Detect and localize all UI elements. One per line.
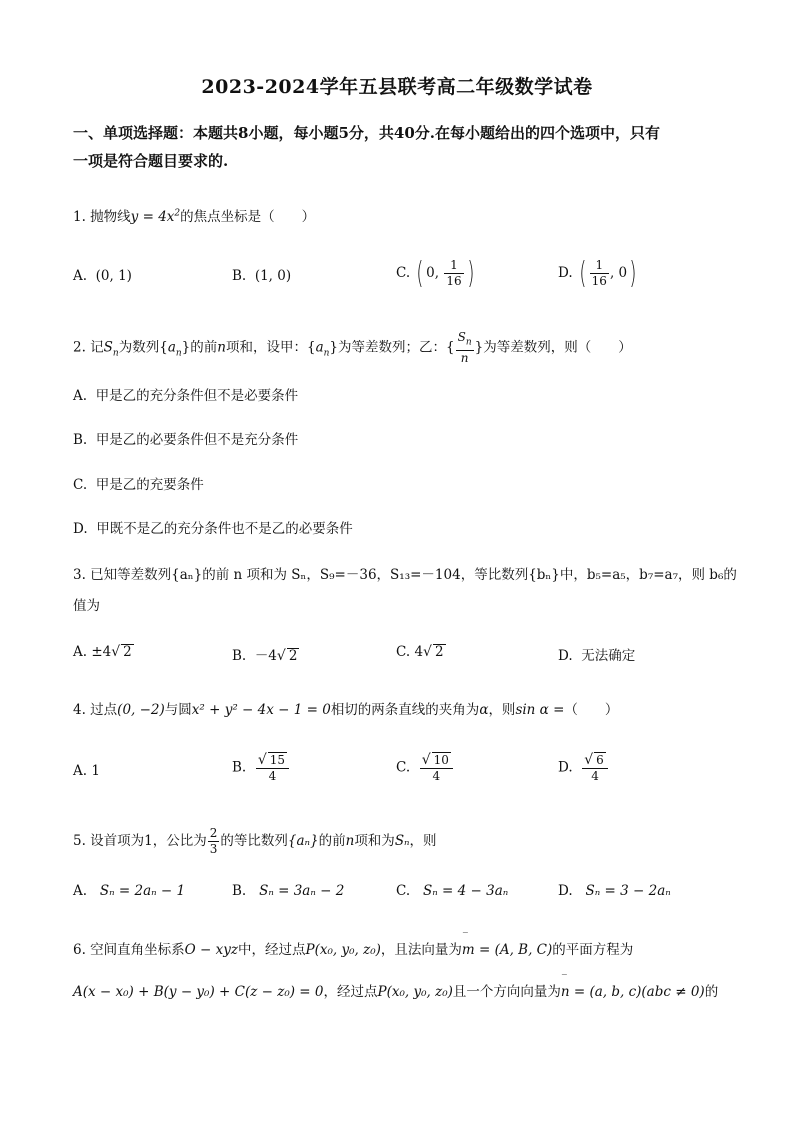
q6-text: 中，经过点 [238, 942, 306, 958]
q5-option-a[interactable] [73, 883, 185, 899]
option-text: Sₙ = 3 − 2aₙ [585, 883, 671, 899]
q1-equation: y = 4x [130, 209, 175, 225]
option-text: －4 [254, 648, 277, 664]
option-label: C. [396, 644, 411, 660]
q3-option-c[interactable] [396, 644, 446, 660]
q5-text: 的等比数列 [220, 833, 288, 849]
q6-point: P(x₀, y₀, z₀) [305, 942, 381, 958]
question-1-stem [73, 205, 315, 225]
fraction [420, 752, 453, 784]
option-label: D. [558, 883, 573, 899]
numerator: 1 [590, 258, 609, 274]
q4-text: 4. 过点 [73, 702, 118, 718]
denominator: 4 [432, 769, 441, 783]
radicand: 10 [433, 753, 449, 767]
question-3-line1: 3. 已知等差数列{aₙ}的前 n 项和为 Sₙ，S₉=－36，S₁₃=－104，等比数列{bₙ}中，b₅=a₅，b₇=a₇，则 b₆的 [73, 567, 737, 583]
denominator: 16 [446, 274, 462, 288]
fraction [582, 752, 608, 784]
q2-sub: n [465, 337, 472, 348]
q2-text: 为等差数列；乙： [338, 339, 447, 356]
numerator [456, 330, 474, 351]
question-6-line2 [73, 980, 718, 1000]
numerator: 2 [209, 826, 218, 840]
q6-text: 6. 空间直角坐标系 [73, 942, 185, 958]
option-text: 甲既不是乙的充分条件也不是乙的必要条件 [96, 521, 353, 537]
question-6-line1 [73, 938, 633, 958]
option-label: A. [73, 268, 88, 284]
q4-circle-eq: x² + y² − 4x − 1 = 0 [191, 702, 331, 718]
q4-option-c[interactable] [396, 752, 454, 784]
q5-option-c[interactable] [396, 883, 508, 899]
q2-text: 2. 记 [73, 339, 104, 356]
fraction [256, 752, 289, 784]
numerator [420, 752, 453, 769]
option-text: Sₙ = 2aₙ − 1 [99, 883, 186, 899]
left-paren: ( [579, 255, 587, 291]
radicand: 2 [123, 644, 132, 660]
fraction [208, 826, 220, 857]
q4-option-b[interactable] [232, 752, 290, 784]
q4-text: 与圆 [164, 702, 192, 718]
brace: { [446, 339, 455, 356]
sqrt-sign: √ [421, 752, 431, 768]
option-label: D. [73, 521, 88, 537]
option-text: (1, 0) [254, 268, 292, 284]
q1-prefix: 1. 抛物线 [73, 209, 131, 225]
option-label: D. [558, 759, 573, 776]
numerator [582, 752, 608, 769]
q4-text: ，则 [488, 702, 516, 718]
fraction [590, 258, 609, 289]
q2-option-b[interactable] [73, 428, 298, 448]
q2-var-n: n [217, 339, 226, 356]
q5-text: 5. 设首项为1，公比为 [73, 833, 207, 849]
option-text: 甲是乙的充要条件 [95, 477, 204, 493]
question-3-line2: 值为 [73, 598, 100, 614]
numerator [256, 752, 289, 769]
q2-option-c[interactable] [73, 473, 204, 493]
option-label: A. [73, 644, 88, 660]
fraction [444, 258, 463, 289]
option-label: A. [73, 763, 88, 779]
denominator: n [460, 351, 469, 366]
q6-text: ，经过点 [323, 984, 378, 1000]
q6-text: 且一个方向向量为 [452, 984, 561, 1000]
q3-option-a[interactable] [73, 644, 134, 660]
q4-text: （ ） [564, 702, 619, 718]
q2-text: 项和，设甲： [225, 339, 307, 356]
q2-text: 的前 [190, 339, 218, 356]
q2-var-a: a [315, 339, 324, 356]
option-text: Sₙ = 4 − 3aₙ [423, 883, 509, 899]
option-label: A. [73, 883, 88, 899]
q1-option-b[interactable] [232, 268, 291, 284]
q2-sub: n [175, 348, 182, 359]
denominator: 4 [268, 769, 277, 783]
q5-text: ，则 [409, 833, 437, 849]
q5-sum: Sₙ [394, 833, 410, 849]
option-label: A. [73, 388, 88, 404]
option-text: 4 [414, 644, 424, 660]
q1-option-d[interactable] [558, 255, 639, 291]
q5-text: 项和为 [354, 833, 395, 849]
q6-direction-vector: ‾ n = (a, b, c)(abc ≠ 0) [561, 984, 705, 1000]
q2-text: 为数列 [118, 339, 160, 356]
q6-normal-vector: ‾ m = (A, B, C) [462, 942, 552, 958]
option-label: D. [558, 648, 573, 664]
right-paren: ) [629, 255, 637, 291]
radicand: 2 [434, 644, 444, 660]
left-paren: ( [416, 255, 424, 291]
option-label: D. [558, 265, 573, 281]
q2-var-s: S [103, 339, 113, 356]
option-text: (0, 1) [95, 268, 132, 284]
sqrt-sign: √ [111, 644, 121, 660]
brace: } [181, 339, 191, 356]
sqrt-sign: √ [584, 752, 594, 768]
brace: { [159, 339, 168, 356]
q6-text: 的 [704, 984, 719, 1000]
option-label: B. [73, 432, 88, 448]
question-2-stem [73, 330, 632, 366]
q3-option-d[interactable] [558, 644, 635, 664]
denominator: 3 [209, 842, 218, 856]
option-label: C. [396, 759, 411, 776]
q4-text: 相切的两条直线的夹角为 [330, 702, 480, 718]
right-paren: ) [466, 255, 474, 291]
q6-plane-equation: A(x − x₀) + B(y − y₀) + C(z − z₀) = 0 [73, 984, 324, 1000]
q4-option-d[interactable] [558, 752, 609, 784]
q2-option-d[interactable] [73, 517, 353, 537]
sqrt-sign: √ [257, 752, 267, 768]
q5-sequence: {aₙ} [287, 833, 319, 849]
q6-point: P(x₀, y₀, z₀) [377, 984, 453, 1000]
denominator: 16 [591, 274, 607, 288]
brace: } [474, 339, 484, 356]
section-heading-line1: 一、单项选择题：本题共8小题，每小题5分，共40分.在每小题给出的四个选项中，只有 [73, 124, 660, 142]
q2-sub: n [323, 348, 330, 359]
option-text: 无法确定 [581, 648, 636, 664]
option-label: B. [232, 883, 247, 899]
option-label: C. [73, 477, 88, 493]
q2-option-a[interactable] [73, 384, 298, 404]
page-title: 2023-2024学年五县联考高二年级数学试卷 [201, 76, 593, 98]
numerator: 1 [444, 258, 463, 274]
question-4-stem [73, 698, 618, 718]
section-heading-line2: 一项是符合题目要求的. [73, 152, 229, 170]
option-text: Sₙ = 3aₙ − 2 [259, 883, 345, 899]
option-text: 甲是乙的充分条件但不是必要条件 [95, 388, 299, 404]
option-label: C. [396, 265, 411, 281]
q1-suffix: 的焦点坐标是（ ） [180, 209, 316, 225]
section-heading [73, 119, 733, 175]
option-text: 1 [91, 763, 100, 779]
q1-option-c[interactable] [396, 255, 476, 291]
brace: } [329, 339, 339, 356]
sqrt-sign: √ [423, 644, 432, 660]
q2-text: 为等差数列，则（ ） [483, 339, 632, 356]
q2-var-a: a [167, 339, 176, 356]
fraction [456, 330, 474, 366]
option-text: , 0 [609, 265, 628, 281]
option-label: B. [232, 648, 247, 664]
q2-sub: n [112, 348, 119, 359]
q6-text: 的平面方程为 [552, 942, 634, 958]
q5-option-b[interactable] [232, 883, 344, 899]
question-5-stem [73, 826, 437, 857]
q6-text: ，且法向量为 [380, 942, 462, 958]
q1-option-a[interactable] [73, 268, 132, 284]
option-text: 甲是乙的必要条件但不是充分条件 [95, 432, 299, 448]
radicand: 6 [596, 753, 604, 767]
sqrt-sign: √ [276, 648, 286, 664]
q4-option-a[interactable] [73, 763, 100, 779]
option-label: C. [396, 883, 411, 899]
q5-text: 的前 [318, 833, 346, 849]
q4-sin: sin α = [515, 702, 565, 718]
radicand: 15 [269, 753, 286, 767]
option-label: B. [232, 268, 247, 284]
q4-alpha: α [479, 702, 489, 718]
q5-option-d[interactable] [558, 883, 671, 899]
option-text: ±4 [91, 644, 112, 660]
option-text: 0, [426, 265, 444, 281]
q2-var-s: S [457, 330, 466, 344]
q6-coord-system: O − xyz [184, 942, 238, 958]
q4-point: (0, −2) [117, 702, 165, 718]
q1-exponent: 2 [174, 208, 181, 219]
q5-var-n: n [345, 833, 355, 849]
denominator: 4 [591, 769, 599, 783]
brace: { [306, 339, 316, 356]
radicand: 2 [288, 648, 298, 664]
option-label: B. [232, 759, 247, 776]
q3-option-b[interactable] [232, 644, 299, 664]
